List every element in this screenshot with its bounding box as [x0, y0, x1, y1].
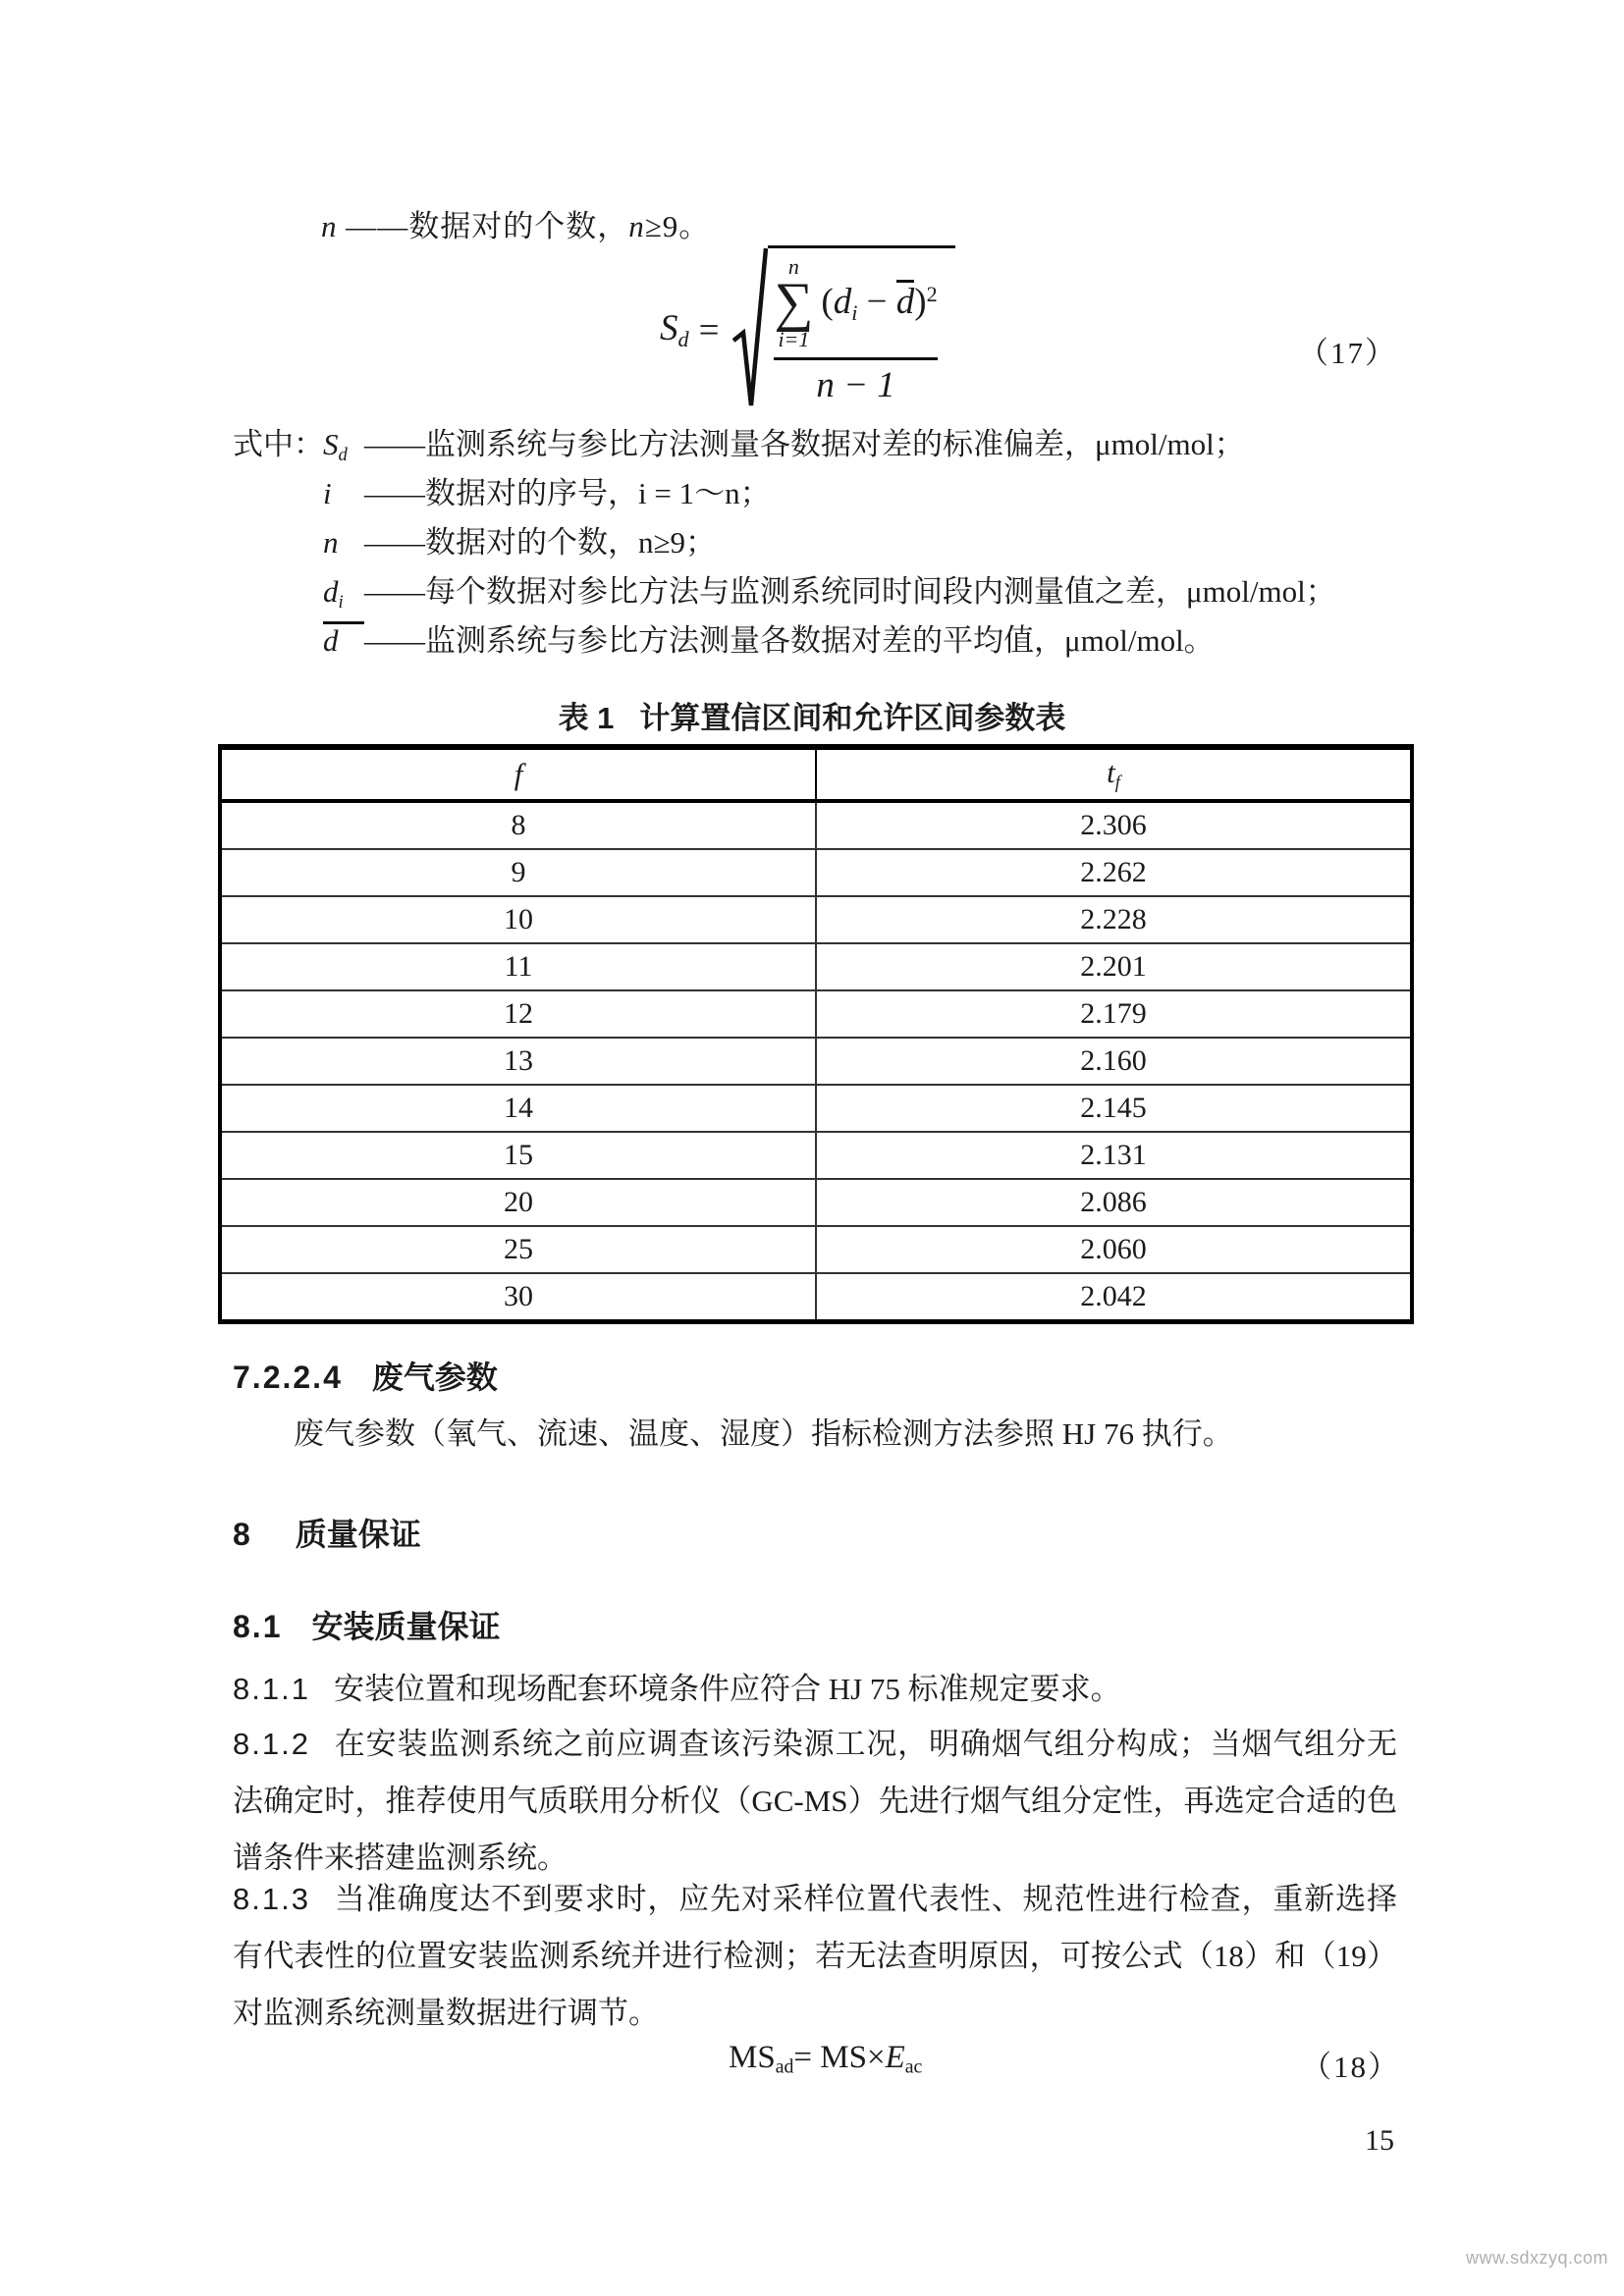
table-row	[220, 1179, 1412, 1226]
table-row	[220, 1226, 1412, 1273]
cond-var: n	[628, 209, 645, 243]
table-row	[220, 990, 1412, 1038]
table-cell-tf: 2.042	[816, 1273, 1412, 1322]
definition-desc: 监测系统与参比方法测量各数据对差的平均值，μmol/mol。	[425, 623, 1215, 658]
table-cell-tf: 2.262	[816, 849, 1412, 896]
table-header-row	[220, 747, 1412, 801]
definition-term: n	[323, 525, 339, 560]
table-cell-f: 8	[220, 801, 816, 849]
eq17-lhs: $S_d$	[660, 307, 689, 352]
intro-text: 数据对的个数，	[408, 209, 629, 243]
sum-lower-limit: i=1	[778, 326, 810, 351]
table-header-tf: $t_f$	[816, 747, 1412, 801]
denominator: n − 1	[816, 364, 895, 405]
section-heading-7-2-2-4: 7.2.2.4 废气参数	[233, 1360, 498, 1395]
definition-row: $d_i$ ——每个数据对参比方法与监测系统同时间段内测量值之差，μmol/mol；	[233, 567, 1336, 616]
cond-rest: ≥9。	[644, 209, 711, 243]
summation	[774, 256, 813, 350]
table-cell-tf: 2.145	[816, 1085, 1412, 1132]
equation-17-number: （17）	[1298, 336, 1397, 370]
paragraph-7-2-2-4: 废气参数（氧气、流速、温度、湿度）指标检测方法参照 HJ 76 执行。	[294, 1416, 1233, 1451]
table-cell-f: 13	[220, 1038, 816, 1085]
table-body	[220, 801, 1412, 1322]
table-cell-tf: 2.086	[816, 1179, 1412, 1226]
definition-row: n ——数据对的个数，n≥9；	[233, 518, 1336, 567]
table-row	[220, 943, 1412, 990]
clause-number: 8.1.1	[233, 1672, 310, 1706]
fraction	[774, 256, 937, 414]
paragraph-8-1-3: 8.1.3 当准确度达不到要求时，应先对采样位置代表性、规范性进行检查，重新选择有代表性的位置安装监测系统并进行检测；若无法查明原因，可按公式（18）和（19）对监测系统测量数据进行调节。	[233, 1882, 1397, 2030]
table-cell-f: 30	[220, 1273, 816, 1322]
definition-term: $d_i$	[323, 574, 344, 613]
table-row	[220, 1273, 1412, 1322]
equals-sign: =	[698, 309, 720, 350]
sum-upper-limit: n	[787, 254, 799, 279]
definition-term: i	[323, 476, 332, 510]
where-label: 式中：	[233, 427, 324, 461]
table-title: 表 1 计算置信区间和允许区间参数表	[558, 701, 1066, 735]
definition-row: 式中：$S_d$ ——监测系统与参比方法测量各数据对差的标准偏差，μmol/mol；	[233, 420, 1336, 469]
table-cell-f: 15	[220, 1132, 816, 1179]
definition-row: i ——数据对的序号，i = 1～n；	[233, 469, 1336, 518]
sum-expression: $(d_i - d)^2$	[821, 282, 938, 326]
intro-line	[321, 201, 710, 245]
table-cell-f: 25	[220, 1226, 816, 1273]
table-cell-tf: 2.201	[816, 943, 1412, 990]
table-cell-f: 12	[220, 990, 816, 1038]
square-root	[732, 245, 954, 414]
table-row	[220, 801, 1412, 849]
definition-row: d ——监测系统与参比方法测量各数据对差的平均值，μmol/mol。	[323, 623, 1215, 658]
definition-desc: 数据对的序号，i = 1～n；	[425, 476, 771, 510]
radical-icon	[732, 245, 768, 414]
table-header-f: f	[220, 747, 816, 801]
equation-18: MSad= MS×Eac	[729, 2040, 923, 2078]
em-dash: ——	[346, 209, 409, 243]
paragraph-8-1-1: 8.1.1 安装位置和现场配套环境条件应符合 HJ 75 标准规定要求。	[233, 1672, 1121, 1706]
definition-desc: 每个数据对参比方法与监测系统同时间段内测量值之差，μmol/mol；	[425, 574, 1336, 609]
table-cell-f: 11	[220, 943, 816, 990]
clause-number: 8.1.3	[233, 1882, 310, 1916]
table-cell-f: 9	[220, 849, 816, 896]
parameters-table	[218, 744, 1414, 1324]
table-row	[220, 1132, 1412, 1179]
fraction-bar	[774, 357, 937, 360]
definition-term: d	[323, 621, 364, 658]
table-cell-f: 14	[220, 1085, 816, 1132]
definition-desc: 数据对的个数，n≥9；	[425, 525, 717, 560]
equation-17	[660, 245, 955, 414]
radicand	[768, 245, 954, 414]
table-row	[220, 1038, 1412, 1085]
watermark: www.sdxzyq.com	[1465, 2248, 1608, 2268]
table-row	[220, 1085, 1412, 1132]
table-cell-tf: 2.160	[816, 1038, 1412, 1085]
equation-18-number: （18）	[1301, 2050, 1400, 2084]
table-cell-tf: 2.306	[816, 801, 1412, 849]
table-cell-tf: 2.228	[816, 896, 1412, 943]
section-heading-8-1: 8.1 安装质量保证	[233, 1609, 501, 1644]
table-row	[220, 896, 1412, 943]
formula-definitions	[233, 420, 1336, 666]
table-cell-tf: 2.179	[816, 990, 1412, 1038]
table-row	[220, 849, 1412, 896]
sigma-icon: ∑	[774, 272, 814, 333]
page-number: 15	[1365, 2124, 1394, 2157]
section-heading-8: 8 质量保证	[233, 1517, 421, 1552]
clause-number: 8.1.2	[233, 1727, 310, 1761]
table-cell-tf: 2.060	[816, 1226, 1412, 1273]
definition-term: $S_d$	[323, 427, 348, 465]
paragraph-8-1-2: 8.1.2 在安装监测系统之前应调查该污染源工况，明确烟气组分构成；当烟气组分无法确定时，推荐使用气质联用分析仪（GC-MS）先进行烟气组分定性，再选定合适的色谱条件来搭建监测系统。	[233, 1727, 1397, 1875]
table-cell-f: 10	[220, 896, 816, 943]
numerator	[774, 256, 937, 350]
table-cell-tf: 2.131	[816, 1132, 1412, 1179]
table-cell-f: 20	[220, 1179, 816, 1226]
definition-desc: 监测系统与参比方法测量各数据对差的标准偏差，μmol/mol；	[425, 427, 1245, 461]
var-n: n	[321, 209, 338, 243]
